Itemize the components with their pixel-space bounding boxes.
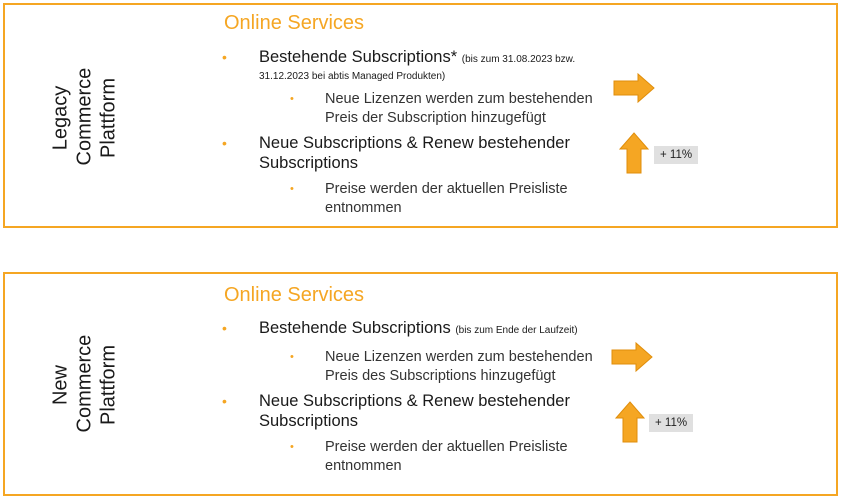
bullet-note: (bis zum Ende der Laufzeit) [455, 325, 578, 336]
sub-bullet-line: Neue Lizenzen werden zum bestehenden [325, 91, 593, 107]
bullet-title-line: Neue Subscriptions & Renew bestehender [259, 134, 570, 152]
arrow-right-icon [610, 341, 654, 373]
bullet-dot-icon: • [290, 351, 294, 363]
bullet-dot-icon: • [290, 93, 294, 105]
bullet-note: (bis zum 31.08.2023 bzw. [461, 54, 576, 65]
bullet-title-line: Subscriptions [259, 412, 359, 430]
sub-bullet-line: Neue Lizenzen werden zum bestehenden [325, 349, 593, 365]
bullet-dot-icon: • [222, 49, 227, 65]
side-label-line: Legacy [49, 85, 72, 151]
side-label-line: Plattform [97, 77, 120, 159]
bullet-dot-icon: • [290, 183, 294, 195]
sub-bullet-line: Preis des Subscriptions hinzugefügt [325, 368, 556, 384]
arrow-up-icon [614, 400, 646, 444]
bullet-dot-icon: • [222, 320, 227, 336]
panel-side-label [49, 67, 121, 166]
side-label-line: Commerce [73, 334, 96, 433]
sub-bullet-line: entnommen [325, 200, 402, 216]
price-increase-badge: + 11% [654, 146, 698, 164]
bullet-note-line2: 31.12.2023 bei abtis Managed Produkten) [259, 71, 446, 82]
section-heading: Online Services [224, 12, 365, 34]
sub-bullet-line: entnommen [325, 458, 402, 474]
sub-bullet-line: Preise werden der aktuellen Preisliste [325, 181, 568, 197]
arrow-up-icon [618, 131, 650, 175]
bullet-title: Bestehende Subscriptions [259, 319, 451, 337]
sub-bullet-line: Preise werden der aktuellen Preisliste [325, 439, 568, 455]
side-label-line: Plattform [97, 344, 120, 426]
bullet-title: Bestehende Subscriptions* [259, 48, 458, 66]
section-heading: Online Services [224, 284, 365, 306]
side-label-line: New [49, 365, 72, 406]
bullet-dot-icon: • [290, 441, 294, 453]
panel-side-label [49, 334, 121, 433]
arrow-right-icon [612, 72, 656, 104]
bullet-title-line: Subscriptions [259, 154, 359, 172]
side-label-line: Commerce [73, 67, 96, 166]
price-increase-badge: + 11% [649, 414, 693, 432]
bullet-title-line: Neue Subscriptions & Renew bestehender [259, 392, 570, 410]
bullet-dot-icon: • [222, 135, 227, 151]
sub-bullet-line: Preis der Subscription hinzugefügt [325, 110, 546, 126]
bullet-dot-icon: • [222, 393, 227, 409]
